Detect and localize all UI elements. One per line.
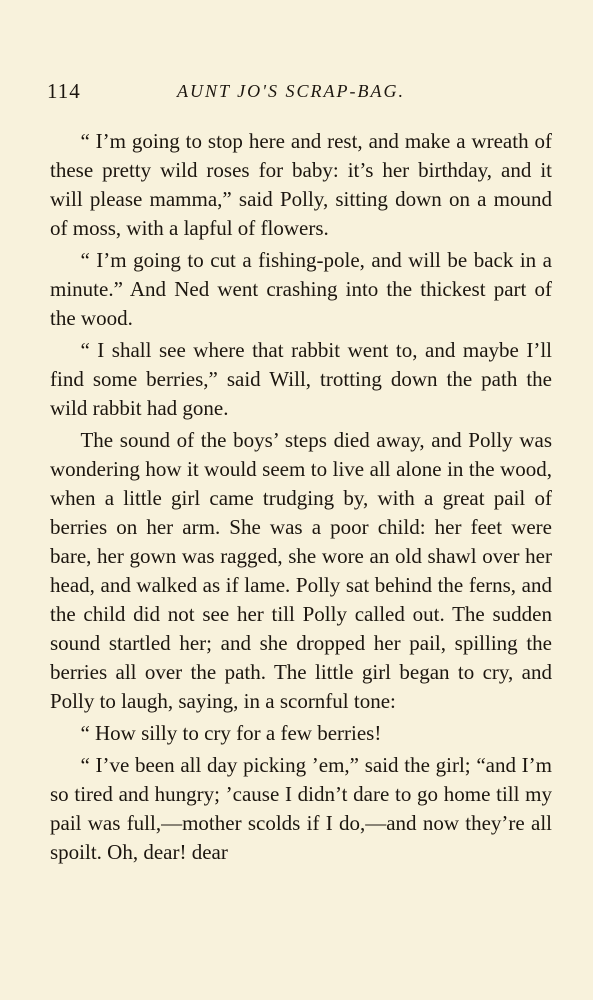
paragraph-6: “ I’ve been all day picking ’em,” said the girl; “and I’m so tired and hungry; ’cause I didn’t dare to go home till my pail was full,—mother scolds if I do,—and now they’re all spoilt. Oh, dear! dear bbox=[50, 753, 552, 864]
body-text bbox=[50, 127, 552, 867]
paragraph-4: The sound of the boys’ steps died away, and Polly was wondering how it would seem to live all alone in the wood, when a little girl came trudging by, with a great pail of berries on her arm. She was a poor child: her feet were bare, her gown was ragged, she wore an old shawl over her head, and walked as if lame. Polly sat behind the ferns, and the child did not see her till Polly called out. The sudden sound startled her; and she dropped her pail, spilling the berries all over the path. The little girl began to cry, and Polly to laugh, saying, in a scornful tone: bbox=[50, 428, 552, 713]
paragraph-1: “ I’m going to stop here and rest, and make a wreath of these pretty wild roses for baby: it’s her birthday, and it will please mamma,” said Polly, sitting down on a mound of moss, with a lapful of flowers. bbox=[50, 129, 552, 240]
page-number: 114 bbox=[47, 79, 81, 103]
running-head: AUNT JO'S SCRAP-BAG. bbox=[177, 81, 405, 101]
paragraph-5: “ How silly to cry for a few berries! bbox=[80, 721, 382, 745]
page-header bbox=[47, 76, 553, 106]
paragraph-2: “ I’m going to cut a fishing-pole, and will be back in a minute.” And Ned went crashing into the thickest part of the wood. bbox=[50, 248, 552, 330]
paragraph-3: “ I shall see where that rabbit went to, and maybe I’ll find some berries,” said Will, trotting down the path the wild rabbit had gone. bbox=[50, 338, 552, 420]
